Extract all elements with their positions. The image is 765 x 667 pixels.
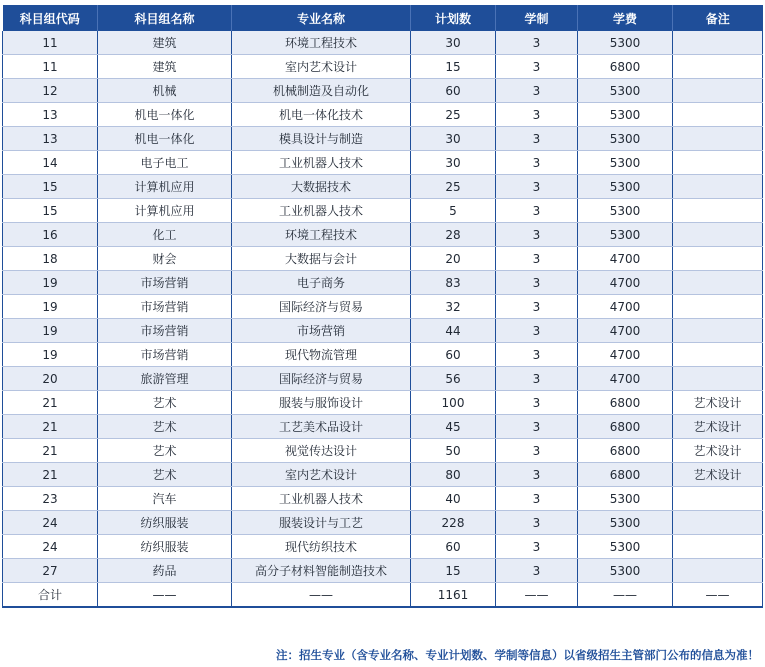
tuition-cell: 4700 xyxy=(578,295,673,319)
major-name-cell: 环境工程技术 xyxy=(232,223,411,247)
remark-cell: 艺术设计 xyxy=(673,415,763,439)
duration-cell: 3 xyxy=(496,535,578,559)
subject-group-name-cell: 建筑 xyxy=(98,55,232,79)
major-name-cell: 工艺美术品设计 xyxy=(232,415,411,439)
plan-count-cell: 60 xyxy=(411,79,496,103)
tuition-cell: 5300 xyxy=(578,223,673,247)
remark-cell xyxy=(673,223,763,247)
subject-group-code-cell: 19 xyxy=(3,295,98,319)
plan-count-cell: 40 xyxy=(411,487,496,511)
table-row xyxy=(3,199,763,223)
tuition-cell: 5300 xyxy=(578,79,673,103)
duration-cell: 3 xyxy=(496,103,578,127)
remark-cell xyxy=(673,367,763,391)
duration-cell: 3 xyxy=(496,295,578,319)
subject-group-code-cell: 23 xyxy=(3,487,98,511)
subject-group-code-cell: 15 xyxy=(3,175,98,199)
remark-cell xyxy=(673,271,763,295)
subject-group-code-cell: 11 xyxy=(3,55,98,79)
duration-cell: 3 xyxy=(496,31,578,55)
tuition-cell: 5300 xyxy=(578,487,673,511)
major-name-cell: 现代物流管理 xyxy=(232,343,411,367)
table-row xyxy=(3,127,763,151)
major-name-header: 专业名称 xyxy=(232,5,411,31)
table-row xyxy=(3,439,763,463)
subject-group-name-cell: 艺术 xyxy=(98,439,232,463)
table-row xyxy=(3,271,763,295)
table-body xyxy=(3,31,763,607)
tuition-cell: 5300 xyxy=(578,127,673,151)
subject-group-name-cell: 机电一体化 xyxy=(98,127,232,151)
subject-group-name-cell: 市场营销 xyxy=(98,319,232,343)
tuition-cell: —— xyxy=(578,583,673,608)
subject-group-name-cell: 计算机应用 xyxy=(98,199,232,223)
major-name-cell: 室内艺术设计 xyxy=(232,463,411,487)
tuition-cell: 6800 xyxy=(578,439,673,463)
plan-count-cell: 56 xyxy=(411,367,496,391)
duration-cell: 3 xyxy=(496,79,578,103)
duration-cell: 3 xyxy=(496,343,578,367)
subject-group-name-cell: 汽车 xyxy=(98,487,232,511)
tuition-cell: 4700 xyxy=(578,343,673,367)
plan-count-cell: 28 xyxy=(411,223,496,247)
table-row xyxy=(3,31,763,55)
subject-group-code-cell: 24 xyxy=(3,535,98,559)
major-name-cell: 国际经济与贸易 xyxy=(232,295,411,319)
tuition-cell: 5300 xyxy=(578,199,673,223)
plan-count-cell: 50 xyxy=(411,439,496,463)
tuition-cell: 5300 xyxy=(578,31,673,55)
subject-group-name-cell: 纺织服装 xyxy=(98,535,232,559)
subject-group-name-cell: 机械 xyxy=(98,79,232,103)
plan-count-cell: 30 xyxy=(411,31,496,55)
subject-group-name-header: 科目组名称 xyxy=(98,5,232,31)
tuition-cell: 4700 xyxy=(578,247,673,271)
plan-count-cell: 45 xyxy=(411,415,496,439)
tuition-cell: 5300 xyxy=(578,559,673,583)
table-header xyxy=(3,5,763,31)
plan-count-cell: 60 xyxy=(411,535,496,559)
table-row xyxy=(3,535,763,559)
table-row xyxy=(3,463,763,487)
major-name-cell: 机电一体化技术 xyxy=(232,103,411,127)
tuition-cell: 5300 xyxy=(578,511,673,535)
subject-group-code-cell: 12 xyxy=(3,79,98,103)
total-row xyxy=(3,583,763,608)
plan-count-cell: 5 xyxy=(411,199,496,223)
subject-group-name-cell: 市场营销 xyxy=(98,271,232,295)
remark-cell: —— xyxy=(673,583,763,608)
remark-cell xyxy=(673,559,763,583)
table-row xyxy=(3,151,763,175)
remark-cell xyxy=(673,511,763,535)
remark-cell xyxy=(673,55,763,79)
major-name-cell: 工业机器人技术 xyxy=(232,199,411,223)
table-row xyxy=(3,175,763,199)
table-row xyxy=(3,511,763,535)
plan-count-cell: 20 xyxy=(411,247,496,271)
duration-cell: 3 xyxy=(496,55,578,79)
major-name-cell: 室内艺术设计 xyxy=(232,55,411,79)
duration-header: 学制 xyxy=(496,5,578,31)
duration-cell: 3 xyxy=(496,127,578,151)
remark-cell xyxy=(673,295,763,319)
subject-group-name-cell: 艺术 xyxy=(98,463,232,487)
remark-cell xyxy=(673,487,763,511)
duration-cell: 3 xyxy=(496,559,578,583)
remark-cell xyxy=(673,127,763,151)
major-name-cell: 视觉传达设计 xyxy=(232,439,411,463)
major-name-cell: 国际经济与贸易 xyxy=(232,367,411,391)
tuition-cell: 5300 xyxy=(578,103,673,127)
duration-cell: 3 xyxy=(496,463,578,487)
duration-cell: 3 xyxy=(496,199,578,223)
subject-group-name-cell: 财会 xyxy=(98,247,232,271)
enrollment-plan-table xyxy=(2,5,763,608)
duration-cell: 3 xyxy=(496,415,578,439)
duration-cell: 3 xyxy=(496,271,578,295)
subject-group-code-cell: 20 xyxy=(3,367,98,391)
tuition-cell: 6800 xyxy=(578,415,673,439)
major-name-cell: 高分子材料智能制造技术 xyxy=(232,559,411,583)
subject-group-code-cell: 16 xyxy=(3,223,98,247)
duration-cell: 3 xyxy=(496,511,578,535)
major-name-cell: 服装设计与工艺 xyxy=(232,511,411,535)
subject-group-code-cell: 19 xyxy=(3,319,98,343)
table-row xyxy=(3,391,763,415)
subject-group-code-cell: 21 xyxy=(3,439,98,463)
table-row xyxy=(3,343,763,367)
subject-group-code-cell: 15 xyxy=(3,199,98,223)
table-row xyxy=(3,319,763,343)
tuition-header: 学费 xyxy=(578,5,673,31)
subject-group-name-cell: 市场营销 xyxy=(98,343,232,367)
enrollment-plan-sheet xyxy=(2,5,762,608)
subject-group-name-cell: 计算机应用 xyxy=(98,175,232,199)
duration-cell: 3 xyxy=(496,487,578,511)
subject-group-code-cell: 18 xyxy=(3,247,98,271)
remark-cell xyxy=(673,319,763,343)
subject-group-code-cell: 27 xyxy=(3,559,98,583)
duration-cell: 3 xyxy=(496,223,578,247)
table-row xyxy=(3,79,763,103)
plan-count-cell: 30 xyxy=(411,151,496,175)
remark-cell xyxy=(673,151,763,175)
duration-cell: 3 xyxy=(496,439,578,463)
subject-group-name-cell: 药品 xyxy=(98,559,232,583)
duration-cell: 3 xyxy=(496,391,578,415)
subject-group-code-cell: 14 xyxy=(3,151,98,175)
subject-group-name-cell: 电子电工 xyxy=(98,151,232,175)
subject-group-code-cell: 21 xyxy=(3,463,98,487)
plan-count-cell: 15 xyxy=(411,55,496,79)
table-row xyxy=(3,295,763,319)
subject-group-code-cell: 合计 xyxy=(3,583,98,608)
plan-count-cell: 25 xyxy=(411,103,496,127)
remark-header: 备注 xyxy=(673,5,763,31)
duration-cell: 3 xyxy=(496,319,578,343)
plan-count-cell: 60 xyxy=(411,343,496,367)
major-name-cell: 市场营销 xyxy=(232,319,411,343)
major-name-cell: 机械制造及自动化 xyxy=(232,79,411,103)
table-row xyxy=(3,415,763,439)
duration-cell: 3 xyxy=(496,247,578,271)
table-row xyxy=(3,247,763,271)
tuition-cell: 6800 xyxy=(578,463,673,487)
plan-count-cell: 30 xyxy=(411,127,496,151)
remark-cell xyxy=(673,79,763,103)
duration-cell: 3 xyxy=(496,151,578,175)
tuition-cell: 6800 xyxy=(578,391,673,415)
footnote: 注：招生专业（含专业名称、专业计划数、学制等信息）以省级招生主管部门公布的信息为准！ xyxy=(276,648,759,662)
subject-group-code-cell: 21 xyxy=(3,415,98,439)
major-name-cell: 工业机器人技术 xyxy=(232,151,411,175)
plan-count-cell: 80 xyxy=(411,463,496,487)
plan-count-cell: 1161 xyxy=(411,583,496,608)
plan-count-cell: 83 xyxy=(411,271,496,295)
major-name-cell: 现代纺织技术 xyxy=(232,535,411,559)
table-row xyxy=(3,223,763,247)
subject-group-name-cell: 机电一体化 xyxy=(98,103,232,127)
major-name-cell: —— xyxy=(232,583,411,608)
subject-group-code-cell: 13 xyxy=(3,127,98,151)
tuition-cell: 4700 xyxy=(578,319,673,343)
subject-group-code-cell: 19 xyxy=(3,271,98,295)
subject-group-code-cell: 21 xyxy=(3,391,98,415)
tuition-cell: 5300 xyxy=(578,151,673,175)
major-name-cell: 模具设计与制造 xyxy=(232,127,411,151)
subject-group-name-cell: 化工 xyxy=(98,223,232,247)
tuition-cell: 4700 xyxy=(578,367,673,391)
major-name-cell: 服装与服饰设计 xyxy=(232,391,411,415)
subject-group-code-cell: 11 xyxy=(3,31,98,55)
plan-count-cell: 25 xyxy=(411,175,496,199)
subject-group-name-cell: 纺织服装 xyxy=(98,511,232,535)
remark-cell: 艺术设计 xyxy=(673,439,763,463)
duration-cell: 3 xyxy=(496,175,578,199)
plan-count-cell: 228 xyxy=(411,511,496,535)
table-row xyxy=(3,487,763,511)
plan-count-cell: 100 xyxy=(411,391,496,415)
table-row xyxy=(3,55,763,79)
duration-cell: —— xyxy=(496,583,578,608)
plan-count-cell: 32 xyxy=(411,295,496,319)
table-row xyxy=(3,559,763,583)
remark-cell xyxy=(673,199,763,223)
major-name-cell: 工业机器人技术 xyxy=(232,487,411,511)
remark-cell: 艺术设计 xyxy=(673,391,763,415)
major-name-cell: 环境工程技术 xyxy=(232,31,411,55)
subject-group-name-cell: 建筑 xyxy=(98,31,232,55)
tuition-cell: 5300 xyxy=(578,535,673,559)
subject-group-name-cell: 艺术 xyxy=(98,415,232,439)
plan-count-cell: 15 xyxy=(411,559,496,583)
remark-cell xyxy=(673,31,763,55)
subject-group-code-cell: 13 xyxy=(3,103,98,127)
remark-cell: 艺术设计 xyxy=(673,463,763,487)
remark-cell xyxy=(673,103,763,127)
subject-group-code-cell: 19 xyxy=(3,343,98,367)
remark-cell xyxy=(673,175,763,199)
remark-cell xyxy=(673,535,763,559)
plan-count-header: 计划数 xyxy=(411,5,496,31)
major-name-cell: 大数据与会计 xyxy=(232,247,411,271)
subject-group-code-cell: 24 xyxy=(3,511,98,535)
header-row xyxy=(3,5,763,31)
subject-group-code-header: 科目组代码 xyxy=(3,5,98,31)
subject-group-name-cell: 艺术 xyxy=(98,391,232,415)
tuition-cell: 5300 xyxy=(578,175,673,199)
plan-count-cell: 44 xyxy=(411,319,496,343)
duration-cell: 3 xyxy=(496,367,578,391)
major-name-cell: 大数据技术 xyxy=(232,175,411,199)
major-name-cell: 电子商务 xyxy=(232,271,411,295)
subject-group-name-cell: —— xyxy=(98,583,232,608)
table-row xyxy=(3,103,763,127)
remark-cell xyxy=(673,343,763,367)
remark-cell xyxy=(673,247,763,271)
subject-group-name-cell: 旅游管理 xyxy=(98,367,232,391)
tuition-cell: 4700 xyxy=(578,271,673,295)
tuition-cell: 6800 xyxy=(578,55,673,79)
subject-group-name-cell: 市场营销 xyxy=(98,295,232,319)
table-row xyxy=(3,367,763,391)
